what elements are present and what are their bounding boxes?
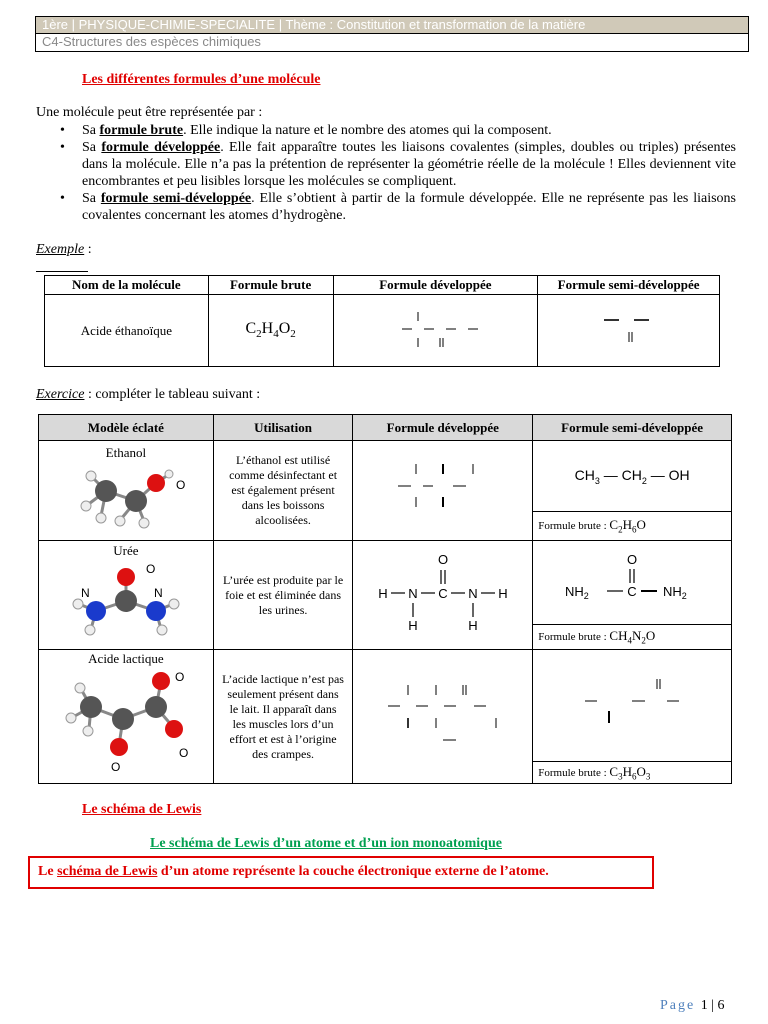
document-header bbox=[35, 16, 749, 52]
formula-types-list bbox=[60, 122, 736, 224]
semi-dev-formula-lactique bbox=[533, 650, 732, 762]
semi-dev-formula-ethanol: $CH_3$ — $CH_2$ — OH bbox=[533, 441, 732, 512]
term-formule-developpee: formule développée bbox=[101, 140, 221, 155]
atom-label: O bbox=[178, 746, 189, 760]
molecule-name: Urée bbox=[113, 543, 139, 558]
header-chapter-line: C4-Structures des espèces chimiques bbox=[42, 34, 261, 49]
col-header: Formule semi-développée bbox=[533, 415, 732, 441]
divider bbox=[36, 271, 88, 272]
svg-text:H: H bbox=[408, 617, 418, 633]
brute-formula-uree: Formule brute : $CH_4N_2O$ bbox=[533, 625, 732, 650]
model-cell-uree bbox=[39, 541, 214, 650]
lactic-acid-ball-model-icon bbox=[61, 667, 191, 775]
col-header: Formule développée bbox=[333, 276, 538, 295]
bond-skeleton-icon bbox=[383, 459, 503, 519]
ethanol-ball-model-icon bbox=[66, 461, 186, 533]
model-cell-ethanol bbox=[39, 441, 214, 541]
atom-label: N bbox=[80, 586, 90, 600]
bond-skeleton-icon bbox=[579, 304, 679, 354]
svg-text:H: H bbox=[468, 617, 478, 633]
table-row bbox=[45, 295, 720, 367]
atom-label: O bbox=[110, 760, 121, 774]
bond-skeleton-icon bbox=[385, 304, 485, 354]
svg-text:N: N bbox=[408, 585, 418, 601]
bond-skeleton-icon bbox=[378, 680, 508, 750]
term-formule-brute: formule brute bbox=[99, 123, 184, 138]
svg-text:O: O bbox=[627, 552, 638, 567]
example-label: Exemple : bbox=[36, 242, 92, 257]
atom-label: O bbox=[174, 670, 185, 684]
list-item: • Sa formule semi-développée. Elle s’obtient à partir de la formule développée. Elle ne représente pas les liaisons covalentes concernant les atomes d’hydrogène. bbox=[60, 190, 736, 224]
list-item: • Sa formule brute. Elle indique la nature et le nombre des atomes qui la composent. bbox=[60, 122, 736, 139]
formule-brute-cell: $C_2H_4O_2$ bbox=[208, 295, 333, 367]
page-number: Page 1 | 6 bbox=[660, 998, 725, 1013]
table-row bbox=[39, 650, 732, 762]
intro-text: Une molécule peut être représentée par : bbox=[36, 105, 263, 120]
col-header: Formule développée bbox=[353, 415, 533, 441]
bond-skeleton-icon bbox=[567, 669, 697, 739]
list-item: • Sa formule développée. Elle fait apparaître toutes les liaisons covalentes (simples, doubles ou triples) présentes dans la molécule. Elle n’a pas la prétention de représenter la géométrie réelle de la molécule ! Elles deviennent vite encombrantes et peu lisibles lorsque les molécules se compliquent. bbox=[60, 139, 736, 190]
formule-semi-developpee-cell bbox=[538, 295, 720, 367]
dev-formula-ethanol bbox=[353, 441, 533, 541]
term-formule-semi-developpee: formule semi-développée bbox=[100, 191, 252, 206]
header-course-line: 1ère | PHYSIQUE-CHIMIE-SPECIALITE | Thème : Constitution et transformation de la matière bbox=[36, 17, 748, 34]
brute-formula-ethanol: Formule brute : $C_2H_6O$ bbox=[533, 512, 732, 541]
svg-text:C: C bbox=[627, 584, 637, 599]
molecule-name: Acide éthanoïque bbox=[45, 295, 209, 367]
exercise-table bbox=[38, 414, 732, 784]
svg-text:NH2: $NH_2$ bbox=[663, 584, 687, 601]
atom-label: N bbox=[153, 586, 163, 600]
svg-text:N: N bbox=[468, 585, 478, 601]
section-title-formulas: Les différentes formules d’une molécule bbox=[82, 72, 321, 87]
dev-formula-uree bbox=[353, 541, 533, 650]
molecule-name: Acide lactique bbox=[88, 651, 164, 666]
svg-text:H: H bbox=[378, 585, 388, 601]
brute-formula-lactique: Formule brute : $C_3H_6O_3$ bbox=[533, 762, 732, 784]
lewis-definition-box: Le schéma de Lewis d’un atome représente la couche électronique externe de l’atome. bbox=[28, 856, 654, 889]
svg-text:NH2: $NH_2$ bbox=[565, 584, 589, 601]
usage-ethanol: L’éthanol est utilisé comme désinfectant et est également présent dans les boissons alcoolisées. bbox=[213, 441, 353, 541]
exercise-label: Exercice : compléter le tableau suivant : bbox=[36, 387, 261, 402]
section-title-lewis: Le schéma de Lewis bbox=[82, 802, 202, 817]
svg-text:C: C bbox=[438, 585, 448, 601]
model-cell-lactique bbox=[39, 650, 214, 784]
col-header: Modèle éclaté bbox=[39, 415, 214, 441]
example-table bbox=[44, 275, 720, 367]
uree-ball-model-icon bbox=[61, 559, 191, 639]
formule-developpee-cell bbox=[333, 295, 538, 367]
urea-structure-icon bbox=[368, 550, 518, 638]
dev-formula-lactique bbox=[353, 650, 533, 784]
svg-text:O: O bbox=[437, 551, 448, 567]
semi-dev-formula-uree bbox=[533, 541, 732, 625]
table-row bbox=[39, 441, 732, 512]
atom-label: O bbox=[145, 562, 156, 576]
urea-semi-structure-icon bbox=[557, 551, 707, 611]
svg-text:H: H bbox=[498, 585, 508, 601]
col-header: Formule brute bbox=[208, 276, 333, 295]
section-title-lewis-atom: Le schéma de Lewis d’un atome et d’un ion monoatomique bbox=[150, 836, 502, 851]
usage-lactique: L’acide lactique n’est pas seulement présent dans le lait. Il apparaît dans les muscles lors d’un effort et est à l’origine des crampes. bbox=[213, 650, 353, 784]
col-header: Utilisation bbox=[213, 415, 353, 441]
table-row bbox=[39, 541, 732, 625]
molecule-name: Ethanol bbox=[105, 445, 147, 460]
usage-uree: L’urée est produite par le foie et est éliminée dans les urines. bbox=[213, 541, 353, 650]
atom-label: O bbox=[175, 478, 186, 492]
term-schema-lewis: schéma de Lewis bbox=[57, 864, 158, 879]
col-header: Nom de la molécule bbox=[45, 276, 209, 295]
col-header: Formule semi-développée bbox=[538, 276, 720, 295]
